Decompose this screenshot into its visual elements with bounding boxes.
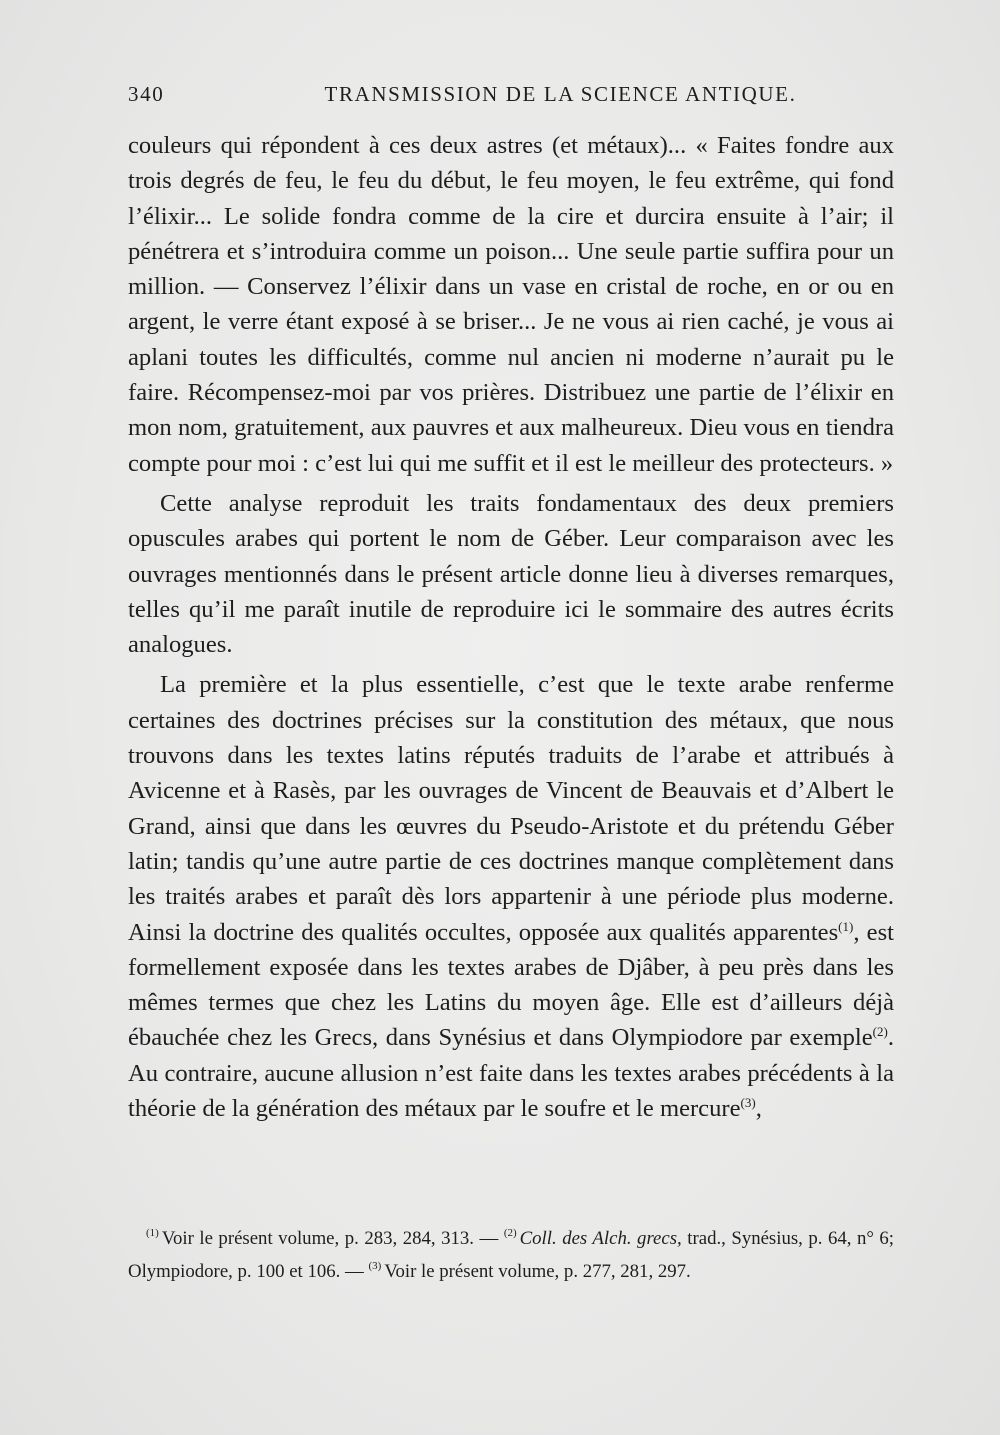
paragraph-remarks-part-4: , xyxy=(755,1095,762,1123)
footnote-block xyxy=(128,1222,894,1288)
footnote-text-3: Voir le présent volume, p. 277, 281, 297. xyxy=(384,1261,691,1282)
main-text xyxy=(128,128,894,1126)
footnote-marker-3: (3) xyxy=(368,1260,382,1272)
running-title: TRANSMISSION DE LA SCIENCE ANTIQUE. xyxy=(324,82,797,106)
footnote-ref-1: (1) xyxy=(838,918,854,934)
footnote-text-1: Voir le présent volume, p. 283, 284, 313. — xyxy=(161,1228,499,1249)
footnote-marker-2: (2) xyxy=(503,1227,517,1239)
running-head xyxy=(128,82,890,116)
footnote-text-2: trad., Synésius, p. 64, n° 6; Olympiodore, p. 100 et 106. — xyxy=(128,1228,895,1282)
paragraph-continuation: couleurs qui répondent à ces deux astres (et métaux)... « Faites fondre aux trois degrés de feu, le feu du début, le feu moyen, le feu extrême, qui fond l’élixir... Le solide fondra comme de la cire et durcira ensuite à l’air; il pénétrera et s’introduira comme un poison... Une seule partie suffira pour un million. — Conservez l’élixir dans un vase en cristal de roche, en or ou en argent, le verre étant exposé à se briser... Je ne vous ai rien caché, je vous ai aplani toutes les difficultés, comme nul ancien ni moderne n’aurait pu le faire. Récompensez-moi par vos prières. Distribuez une partie de l’élixir en mon nom, gratuitement, aux pauvres et aux malheureux. Dieu vous en tiendra compte pour moi : c’est lui qui me suffit et il est le meilleur des protecteurs. » xyxy=(128,132,894,477)
paragraph-remarks-part-2: , est formellement exposée dans les textes arabes de Djâber, à peu près dans les mêmes termes que chez les Latins du moyen âge. Elle est d’ailleurs déjà ébauchée chez les Grecs, dans Synésius et dans Olympiodore par exemple xyxy=(128,918,894,1052)
paragraph-analysis: Cette analyse reproduit les traits fondamentaux des deux premiers opuscules arabes qui portent le nom de Géber. Leur comparaison avec les ouvrages mentionnés dans le présent article donne lieu à diverses remarques, telles qu’il me paraît inutile de reproduire ici le sommaire des autres écrits analogues. xyxy=(128,489,894,659)
paragraph-remarks xyxy=(128,667,894,1126)
footnote-ref-3: (3) xyxy=(740,1095,756,1111)
footnote-marker-1: (1) xyxy=(146,1227,159,1239)
page-number: 340 xyxy=(128,82,165,106)
paragraph-remarks-part-1: La première et la plus essentielle, c’est que le texte arabe renferme certaines des doctrines précises sur la constitution des métaux, que nous trouvons dans les textes latins réputés traduits de l’arabe et attribués à Avicenne et à Rasès, par les ouvrages de Vincent de Beauvais et d’Albert le Grand, ainsi que dans les œuvres du Pseudo-Aristote et du prétendu Géber latin; tandis qu’une autre partie de ces doctrines manque complètement dans les traités arabes et paraît dès lors appartenir à une période plus moderne. Ainsi la doctrine des qualités occultes, opposée aux qualités apparentes xyxy=(128,671,894,946)
footnotes xyxy=(128,1222,894,1288)
footnote-ref-2: (2) xyxy=(872,1024,888,1040)
footnote-text-2-italic: Coll. des Alch. grecs, xyxy=(519,1228,682,1249)
paragraph-remarks-part-3: . Au contraire, aucune allusion n’est faite dans les textes arabes précédents à la théorie de la génération des métaux par le soufre et le mercure xyxy=(128,1024,894,1123)
